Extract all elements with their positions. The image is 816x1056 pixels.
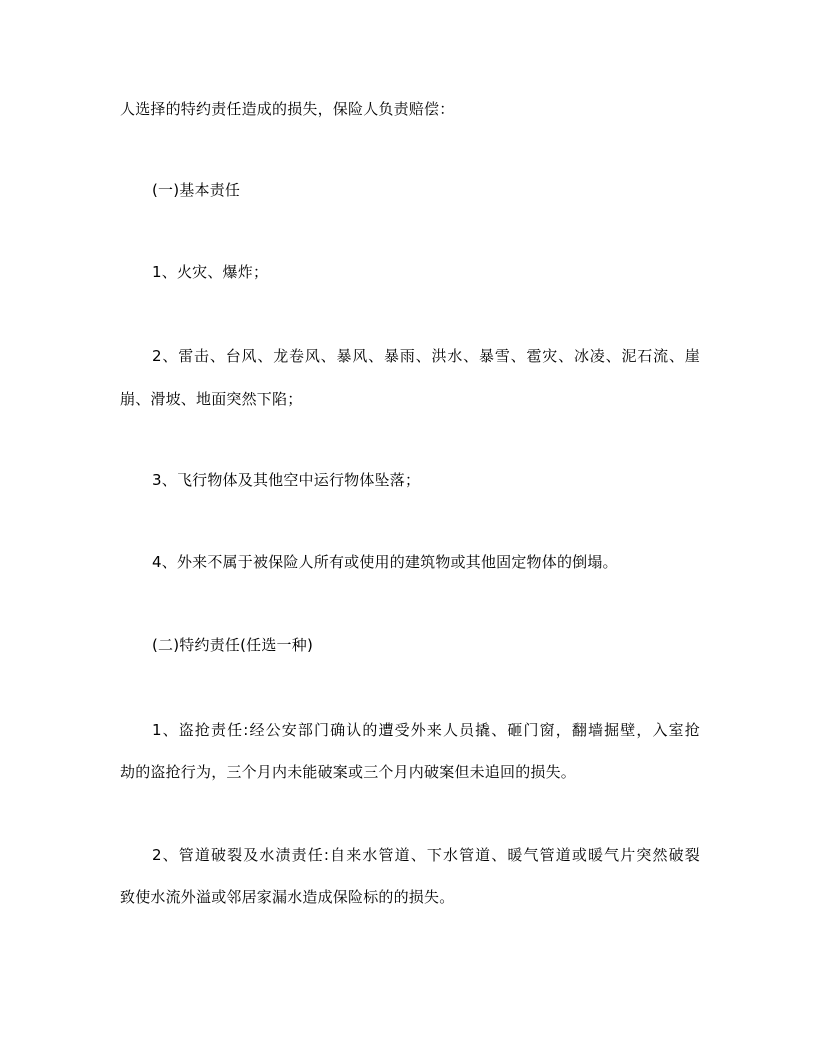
section-heading-basic: (一)基本责任	[152, 181, 241, 199]
intro-line: 人选择的特约责任造成的损失，保险人负责赔偿：	[120, 100, 455, 118]
special-item-2-line-1: 2、管道破裂及水渍责任:自来水管道、下水管道、暖气管道或暖气片突然破裂	[152, 846, 700, 864]
basic-item-3: 3、飞行物体及其他空中运行物体坠落；	[152, 471, 421, 489]
basic-item-4: 4、外来不属于被保险人所有或使用的建筑物或其他固定物体的倒塌。	[152, 553, 618, 571]
basic-item-1: 1、火灾、爆炸；	[152, 263, 269, 281]
section-heading-special: (二)特约责任(任选一种)	[152, 636, 314, 654]
basic-item-2-line-2: 崩、滑坡、地面突然下陷；	[120, 390, 303, 408]
special-item-2-line-2: 致使水流外溢或邻居家漏水造成保险标的的损失。	[120, 888, 455, 906]
special-item-1-line-2: 劫的盗抢行为，三个月内未能破案或三个月内破案但未追回的损失。	[120, 763, 577, 781]
special-item-1-line-1: 1、盗抢责任:经公安部门确认的遭受外来人员撬、砸门窗，翻墙掘壁，入室抢	[152, 721, 700, 739]
basic-item-2-line-1: 2、雷击、台风、龙卷风、暴风、暴雨、洪水、暴雪、雹灾、冰凌、泥石流、崖	[152, 347, 700, 365]
